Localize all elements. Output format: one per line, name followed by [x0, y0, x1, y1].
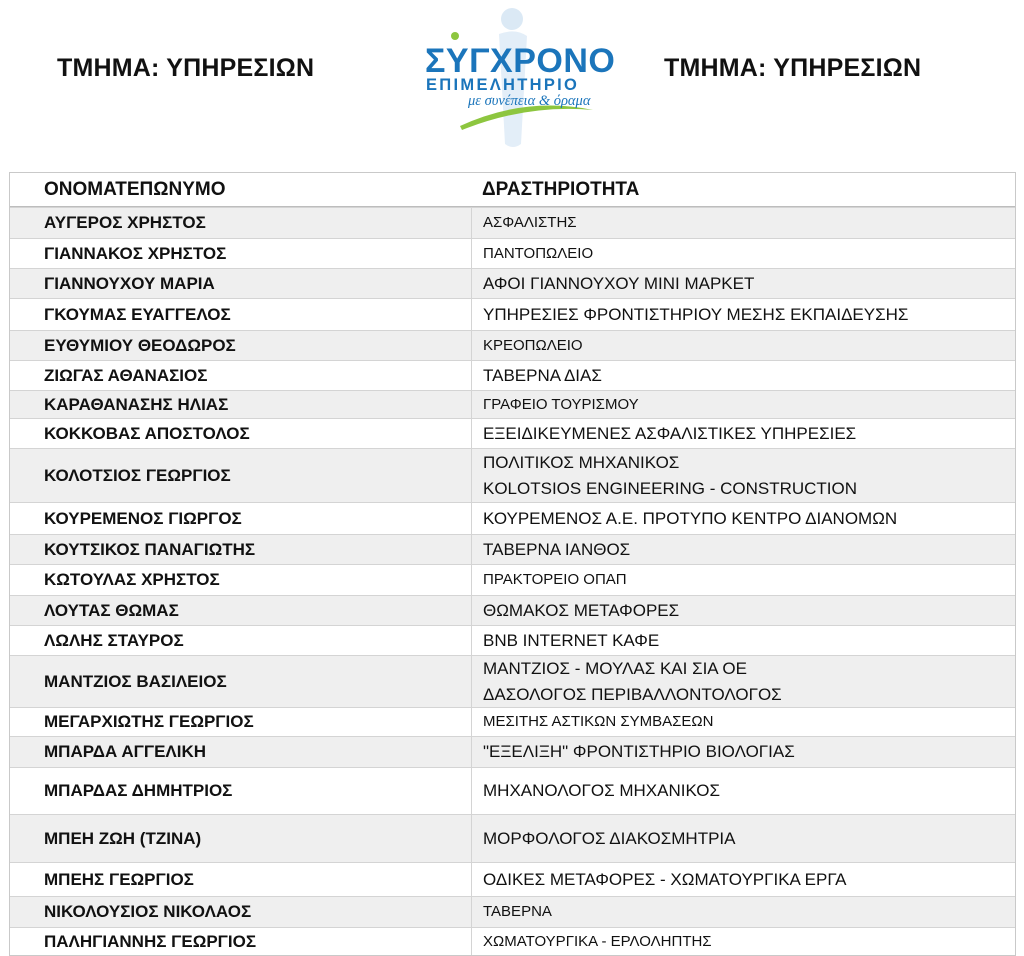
activity-line: ΤΑΒΕΡΝΑ ΙΑΝΘΟΣ	[483, 539, 631, 559]
activity-line: ΜΕΣΙΤΗΣ ΑΣΤΙΚΩΝ ΣΥΜΒΑΣΕΩΝ	[483, 713, 714, 730]
member-name: ΜΠΕΗ ΖΩΗ (ΤΖΙΝΑ)	[44, 828, 202, 848]
member-name: ΜΕΓΑΡΧΙΩΤΗΣ ΓΕΩΡΓΙΟΣ	[44, 712, 254, 731]
member-activity	[471, 361, 1015, 390]
table-row	[10, 595, 1015, 625]
member-name: ΑΥΓΕΡΟΣ ΧΡΗΣΤΟΣ	[44, 213, 206, 232]
member-activity	[471, 503, 1015, 534]
member-activity	[471, 269, 1015, 298]
member-name: ΜΠΕΗΣ ΓΕΩΡΓΙΟΣ	[44, 869, 194, 889]
activity-line: ΘΩΜΑΚΟΣ ΜΕΤΑΦΟΡΕΣ	[483, 600, 680, 620]
member-activity	[471, 815, 1015, 862]
table-row	[10, 268, 1015, 298]
table-row	[10, 390, 1015, 418]
member-activity	[471, 928, 1015, 955]
activity-line: ΧΩΜΑΤΟΥΡΓΙΚΑ - ΕΡΛΟΛΗΠΤΗΣ	[483, 932, 712, 950]
member-name: ΚΟΥΡΕΜΕΝΟΣ ΓΙΩΡΓΟΣ	[44, 508, 242, 528]
member-activity	[471, 897, 1015, 927]
member-name: ΓΙΑΝΝΑΚΟΣ ΧΡΗΣΤΟΣ	[44, 243, 227, 263]
member-activity	[471, 449, 1015, 502]
member-activity	[471, 737, 1015, 767]
column-header-activity: ΔΡΑΣΤΗΡΙΟΤΗΤΑ	[482, 178, 640, 200]
member-activity	[471, 331, 1015, 360]
table-row	[10, 418, 1015, 448]
activity-line: ΔΑΣΟΛΟΓΟΣ ΠΕΡΙΒΑΛΛΟΝΤΟΛΟΓΟΣ	[483, 684, 782, 704]
table-row	[10, 767, 1015, 814]
member-activity	[471, 626, 1015, 655]
table-row	[10, 360, 1015, 390]
activity-line: ΥΠΗΡΕΣΙΕΣ ΦΡΟΝΤΙΣΤΗΡΙΟΥ ΜΕΣΗΣ ΕΚΠΑΙΔΕΥΣΗΣ	[483, 304, 909, 324]
activity-line: ΜΟΡΦΟΛΟΓΟΣ ΔΙΑΚΟΣΜΗΤΡΙΑ	[483, 828, 736, 848]
activity-line: ΕΞΕΙΔΙΚΕΥΜΕΝΕΣ ΑΣΦΑΛΙΣΤΙΚΕΣ ΥΠΗΡΕΣΙΕΣ	[483, 423, 857, 443]
member-name: ΝΙΚΟΛΟΥΣΙΟΣ ΝΙΚΟΛΑΟΣ	[44, 902, 252, 921]
member-name: ΚΟΚΚΟΒΑΣ ΑΠΟΣΤΟΛΟΣ	[44, 423, 250, 443]
activity-line: ΚΡΕΟΠΩΛΕΙΟ	[483, 336, 583, 354]
member-name: ΚΟΛΟΤΣΙΟΣ ΓΕΩΡΓΙΟΣ	[44, 465, 231, 485]
member-name: ΓΚΟΥΜΑΣ ΕΥΑΓΓΕΛΟΣ	[44, 304, 231, 324]
member-name: ΚΑΡΑΘΑΝΑΣΗΣ ΗΛΙΑΣ	[44, 394, 229, 414]
table-row	[10, 330, 1015, 360]
member-activity	[471, 708, 1015, 736]
member-activity	[471, 535, 1015, 564]
activity-line: ΠΟΛΙΤΙΚΟΣ ΜΗΧΑΝΙΚΟΣ	[483, 452, 680, 472]
activity-line: ΤΑΒΕΡΝΑ ΔΙΑΣ	[483, 365, 602, 385]
member-name: ΛΟΥΤΑΣ ΘΩΜΑΣ	[44, 600, 179, 620]
activity-line: "ΕΞΕΛΙΞΗ" ΦΡΟΝΤΙΣΤΗΡΙΟ ΒΙΟΛΟΓΙΑΣ	[483, 742, 795, 761]
logo-tagline: με συνέπεια & όραμα	[468, 93, 591, 109]
department-title-left: ΤΜΗΜΑ: ΥΠΗΡΕΣΙΩΝ	[57, 54, 315, 82]
table-row	[10, 736, 1015, 767]
department-title-right: ΤΜΗΜΑ: ΥΠΗΡΕΣΙΩΝ	[664, 54, 922, 82]
activity-line: ΑΣΦΑΛΙΣΤΗΣ	[483, 214, 577, 231]
member-name: ΕΥΘΥΜΙΟΥ ΘΕΟΔΩΡΟΣ	[44, 335, 236, 355]
member-activity	[471, 419, 1015, 448]
activity-line: ΓΡΑΦΕΙΟ ΤΟΥΡΙΣΜΟΥ	[483, 395, 639, 413]
table-row	[10, 896, 1015, 927]
activity-line: ΑΦΟΙ ΓΙΑΝΝΟΥΧΟΥ ΜΙΝΙ ΜΑΡΚΕΤ	[483, 273, 755, 293]
chamber-logo	[415, 4, 615, 150]
activity-line: ΤΑΒΕΡΝΑ	[483, 903, 552, 920]
member-activity	[471, 391, 1015, 418]
member-activity	[471, 239, 1015, 268]
table-row	[10, 238, 1015, 268]
activity-line: ΟΔΙΚΕΣ ΜΕΤΑΦΟΡΕΣ - ΧΩΜΑΤΟΥΡΓΙΚΑ ΕΡΓΑ	[483, 869, 847, 889]
activity-line: KOLOTSIOS ENGINEERING - CONSTRUCTION	[483, 478, 858, 498]
activity-line: BNB INTERNET ΚΑΦΕ	[483, 630, 660, 650]
table-row	[10, 655, 1015, 707]
table-row	[10, 448, 1015, 502]
member-activity	[471, 768, 1015, 814]
table-row	[10, 862, 1015, 896]
table-row	[10, 707, 1015, 736]
table-row	[10, 207, 1015, 238]
table-header-row	[10, 173, 1015, 207]
member-name: ΜΠΑΡΔΑΣ ΔΗΜΗΤΡΙΟΣ	[44, 781, 233, 800]
member-name: ΜΠΑΡΔΑ ΑΓΓΕΛΙΚΗ	[44, 742, 207, 761]
activity-line: ΠΡΑΚΤΟΡΕΙΟ ΟΠΑΠ	[483, 571, 627, 588]
column-header-name: ΟΝΟΜΑΤΕΠΩΝΥΜΟ	[44, 178, 226, 200]
member-name: ΛΩΛΗΣ ΣΤΑΥΡΟΣ	[44, 630, 184, 650]
member-name: ΚΟΥΤΣΙΚΟΣ ΠΑΝΑΓΙΩΤΗΣ	[44, 539, 256, 559]
table-row	[10, 927, 1015, 955]
members-table	[9, 172, 1016, 956]
table-row	[10, 625, 1015, 655]
table-body	[10, 207, 1015, 955]
member-activity	[471, 299, 1015, 330]
member-name: ΚΩΤΟΥΛΑΣ ΧΡΗΣΤΟΣ	[44, 570, 220, 589]
member-name: ΠΑΛΗΓΙΑΝΝΗΣ ΓΕΩΡΓΙΟΣ	[44, 931, 257, 951]
member-name: ΖΙΩΓΑΣ ΑΘΑΝΑΣΙΟΣ	[44, 365, 208, 385]
logo-line-2: ΕΠΙΜΕΛΗΤΗΡΙΟ	[426, 76, 580, 94]
member-name: ΜΑΝΤΖΙΟΣ ΒΑΣΙΛΕΙΟΣ	[44, 671, 227, 691]
table-row	[10, 298, 1015, 330]
activity-line: ΜΑΝΤΖΙΟΣ - ΜΟΥΛΑΣ ΚΑΙ ΣΙΑ ΟΕ	[483, 658, 747, 678]
activity-line: ΚΟΥΡΕΜΕΝΟΣ Α.Ε. ΠΡΟΤΥΠΟ ΚΕΝΤΡΟ ΔΙΑΝΟΜΩΝ	[483, 508, 898, 528]
member-activity	[471, 656, 1015, 707]
logo-line-1: ΣΥΓΧΡΟΝΟ	[425, 42, 616, 80]
table-row	[10, 564, 1015, 595]
member-name: ΓΙΑΝΝΟΥΧΟΥ ΜΑΡΙΑ	[44, 273, 215, 293]
table-row	[10, 502, 1015, 534]
table-row	[10, 534, 1015, 564]
activity-line: ΜΗΧΑΝΟΛΟΓΟΣ ΜΗΧΑΝΙΚΟΣ	[483, 781, 721, 800]
member-activity	[471, 863, 1015, 896]
table-row	[10, 814, 1015, 862]
member-activity	[471, 208, 1015, 238]
member-activity	[471, 596, 1015, 625]
member-activity	[471, 565, 1015, 595]
activity-line: ΠΑΝΤΟΠΩΛΕΙΟ	[483, 244, 594, 262]
